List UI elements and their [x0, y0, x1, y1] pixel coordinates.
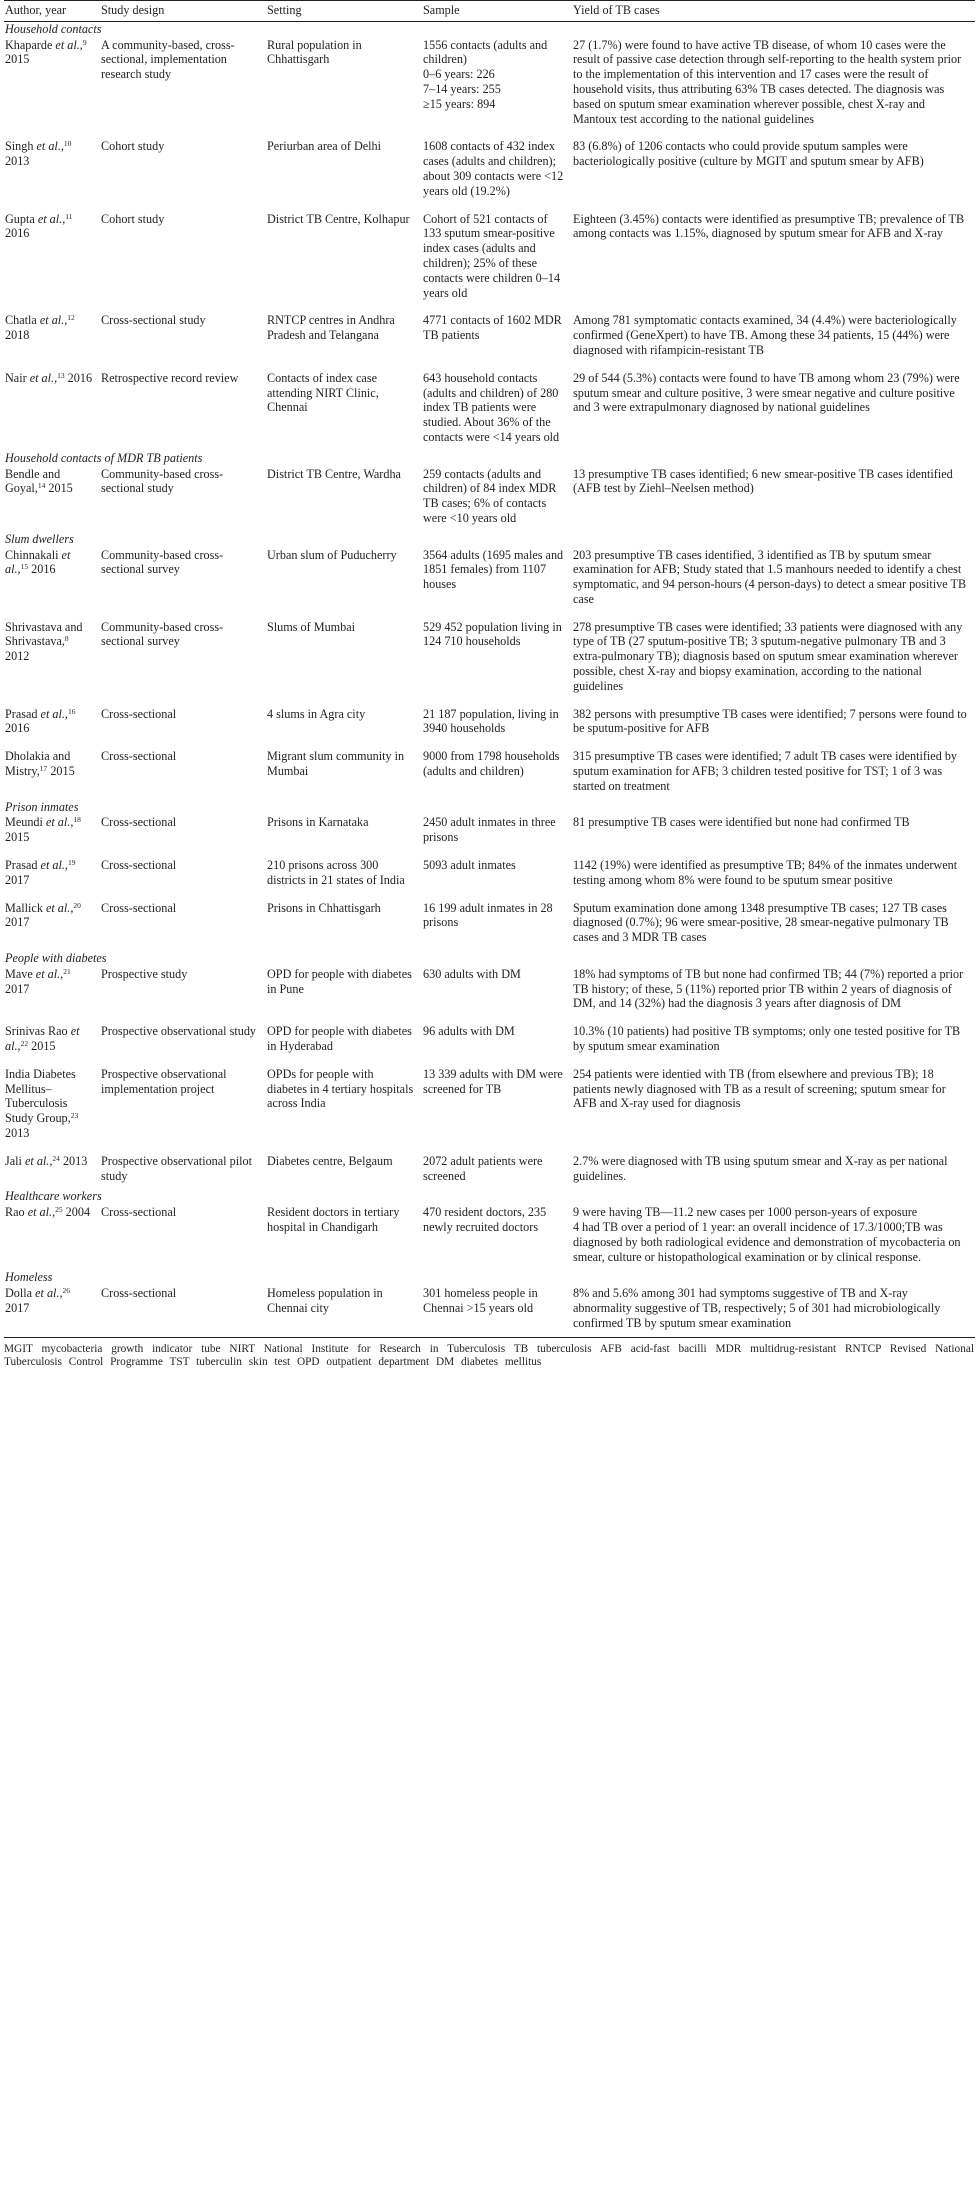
reference-number: 8 [64, 634, 69, 644]
table-body [4, 21, 975, 1337]
publication-year: 2013 [59, 1153, 88, 1168]
reference-number: 22 [20, 1039, 29, 1049]
cell-study-design: Prospective study [101, 966, 188, 981]
reference-number: 21 [63, 966, 71, 976]
cell-author-year [4, 547, 100, 619]
publication-year: 2017 [5, 872, 30, 887]
table-row [4, 312, 975, 369]
table-row [4, 1204, 975, 1270]
cell-author-year [4, 1153, 100, 1190]
cell-sample: 643 household contacts (adults and children) of 280 index TB patients were studied. About 36% of the contacts were <14 years old [423, 370, 560, 444]
publication-year: 2016 [5, 721, 30, 736]
cell-setting: RNTCP centres in Andhra Pradesh and Telangana [267, 313, 395, 343]
column-header-study-design: Study design [100, 1, 266, 22]
cell-sample: 4771 contacts of 1602 MDR TB patients [423, 313, 562, 343]
cell-author-year [4, 748, 100, 799]
author-name: Mave et al., [5, 966, 64, 981]
cell-study-design: Retrospective record review [101, 370, 239, 385]
publication-year: 2017 [5, 915, 30, 930]
cell-setting: Homeless population in Chennai city [266, 1285, 422, 1337]
cell-sample: 13 339 adults with DM were screened for TB [423, 1066, 563, 1096]
table-row [4, 37, 975, 139]
table-row [4, 1066, 975, 1153]
cell-setting: Migrant slum community in Mumbai [267, 749, 405, 779]
cell-author-year [4, 1204, 100, 1270]
reference-number: 9 [82, 37, 87, 47]
cell-author-year [4, 312, 100, 369]
publication-year: 2015 [5, 830, 30, 845]
publication-year: 2017 [5, 981, 30, 996]
reference-number: 20 [73, 900, 81, 910]
author-name: Prasad et al., [5, 858, 68, 873]
author-name: Chatla et al., [5, 313, 68, 328]
cell-author-year [4, 211, 100, 313]
cell-study-design: Cross-sectional study [101, 313, 206, 328]
table-row [4, 900, 975, 951]
table-row [4, 1285, 975, 1337]
section-heading: People with diabetes [5, 951, 107, 966]
cell-author-year [4, 1285, 100, 1337]
cell-setting: Periurban area of Delhi [267, 139, 382, 154]
cell-sample: 9000 from 1798 households (adults and children) [423, 749, 560, 779]
publication-year: 2013 [5, 154, 30, 169]
column-header-sample: Sample [422, 1, 572, 22]
cell-sample: 301 homeless people in Chennai >15 years old [422, 1285, 572, 1337]
cell-sample: 2072 adult patients were screened [423, 1153, 543, 1183]
author-name: Gupta et al., [5, 211, 66, 226]
author-name: Srinivas Rao et al., [5, 1024, 80, 1054]
cell-setting: OPDs for people with diabetes in 4 tertiary hospitals across India [267, 1066, 414, 1111]
cell-study-design: Cross-sectional [101, 858, 177, 873]
reference-number: 26 [62, 1286, 71, 1296]
table-row [4, 966, 975, 1023]
section-heading-row [4, 451, 975, 466]
cell-yield: 203 presumptive TB cases identified, 3 identified as TB by sputum smear examination for AFB; Study stated that 1.5 manhours needed to identify a chest symptomatic, and 94 person-hours (4 person-days) to detect a smear positive TB case [573, 547, 967, 606]
cell-yield: 278 presumptive TB cases were identified; 33 patients were diagnosed with any type of TB (27 sputum-positive TB; 3 sputum-negative pulmonary TB and 3 extra-pulmonary TB); diagnosis based on sputum smear examination wherever possible, chest X-ray and biopsy examination, according to the national guidelines [573, 619, 963, 693]
table-row [4, 857, 975, 900]
studies-table [4, 0, 975, 1338]
section-heading-row [4, 1189, 975, 1204]
cell-yield: 2.7% were diagnosed with TB using sputum smear and X-ray as per national guidelines. [573, 1153, 948, 1183]
cell-sample: 630 adults with DM [423, 966, 521, 981]
publication-year: 2013 [5, 1126, 30, 1140]
cell-study-design: Prospective observational implementation project [101, 1066, 227, 1096]
reference-number: 25 [55, 1205, 63, 1215]
table-row [4, 619, 975, 706]
reference-number: 19 [67, 858, 76, 868]
reference-number: 24 [52, 1153, 60, 1163]
cell-sample: 16 199 adult inmates in 28 prisons [423, 900, 553, 930]
cell-study-design: A community-based, cross-sectional, implementation research study [101, 37, 235, 82]
cell-author-year [4, 900, 100, 951]
table-header [4, 1, 975, 22]
cell-sample: 96 adults with DM [423, 1024, 515, 1039]
cell-setting: OPD for people with diabetes in Hyderabad [267, 1024, 412, 1054]
reference-number: 17 [39, 764, 48, 774]
author-name: Prasad et al., [5, 706, 68, 721]
section-heading-row [4, 800, 975, 815]
publication-year: 2017 [5, 1300, 30, 1315]
cell-setting: OPD for people with diabetes in Pune [267, 966, 412, 996]
author-name: Rao et al., [5, 1205, 56, 1220]
cell-author-year [4, 1023, 100, 1066]
section-heading: Household contacts [5, 21, 102, 36]
cell-setting: Rural population in Chhattisgarh [267, 37, 362, 67]
cell-setting: 4 slums in Agra city [267, 706, 366, 721]
author-name: Singh et al., [5, 139, 64, 154]
author-name: Dholakia and Mistry, [5, 749, 71, 779]
cell-study-design: Cross-sectional [100, 1285, 266, 1337]
publication-year: 2015 [28, 1039, 56, 1054]
author-name: Nair et al., [5, 370, 58, 385]
reference-number: 13 [57, 370, 65, 380]
publication-year: 2012 [5, 649, 30, 664]
cell-study-design: Cross-sectional [101, 900, 177, 915]
cell-study-design: Cross-sectional [101, 815, 177, 830]
cell-setting: Resident doctors in tertiary hospital in Chandigarh [267, 1205, 400, 1234]
table-row [4, 1023, 975, 1066]
cell-study-design: Cross-sectional [101, 1205, 177, 1220]
reference-number: 16 [67, 706, 76, 716]
cell-author-year [4, 370, 100, 451]
section-heading-row [4, 951, 975, 966]
cell-yield: 10.3% (10 patients) had positive TB symptoms; only one tested positive for TB by sputum smear examination [573, 1024, 961, 1054]
publication-year: 2016 [5, 226, 30, 241]
reference-number: 12 [67, 313, 75, 323]
section-heading-row [4, 1270, 975, 1285]
cell-setting: Urban slum of Puducherry [267, 547, 397, 562]
cell-sample: 2450 adult inmates in three prisons [423, 815, 556, 845]
cell-setting: 210 prisons across 300 districts in 21 states of India [267, 858, 405, 887]
cell-yield: 83 (6.8%) of 1206 contacts who could provide sputum samples were bacteriologically positive (culture by MGIT and sputum smear by AFB) [573, 139, 924, 169]
cell-author-year [4, 1066, 100, 1153]
cell-setting: Prisons in Chhattisgarh [267, 900, 381, 915]
cell-sample: 3564 adults (1695 males and 1851 females) from 1107 houses [423, 547, 564, 592]
cell-yield: 18% had symptoms of TB but none had confirmed TB; 44 (7%) reported a prior TB history; of these, 5 (11%) reported prior TB within 2 years of diagnosis of DM, and 14 (32%) had the diagnosis 3 years after diagnosis of DM [573, 966, 964, 1011]
cell-yield: 29 of 544 (5.3%) contacts were found to have TB among whom 23 (79%) were sputum smear and culture positive, 3 were smear negative and culture positive and 3 were extrapulmonary diagnosed by national guidelines [573, 370, 960, 415]
author-name: Khaparde et al., [5, 37, 83, 52]
reference-number: 18 [73, 815, 81, 825]
column-header-author-year: Author, year [4, 1, 100, 22]
reference-number: 23 [70, 1111, 79, 1121]
table-row [4, 547, 975, 619]
table-row [4, 466, 975, 532]
cell-yield: 81 presumptive TB cases were identified but none had confirmed TB [573, 815, 910, 830]
cell-sample: 1556 contacts (adults and children) 0–6 years: 226 7–14 years: 255 ≥15 years: 894 [423, 37, 548, 111]
cell-sample: 1608 contacts of 432 index cases (adults and children); about 309 contacts were <12 years old (19.2%) [423, 139, 564, 198]
cell-author-year [4, 857, 100, 900]
cell-sample: 529 452 population living in 124 710 households [423, 619, 562, 649]
cell-setting: District TB Centre, Wardha [267, 466, 401, 481]
cell-yield: 315 presumptive TB cases were identified; 7 adult TB cases were identified by sputum examination for AFB; 3 children tested positive for TST; 1 of 3 was started on treatment [573, 749, 958, 793]
cell-sample: 470 resident doctors, 235 newly recruited doctors [423, 1205, 547, 1234]
cell-study-design: Prospective observational study [101, 1024, 257, 1039]
author-name: Dolla et al., [5, 1286, 63, 1301]
cell-setting: Diabetes centre, Belgaum [267, 1153, 393, 1168]
cell-study-design: Cohort study [101, 139, 165, 154]
author-name: Meundi et al., [5, 815, 74, 830]
cell-sample: 259 contacts (adults and children) of 84 index MDR TB cases; 6% of contacts were <10 years old [423, 466, 557, 525]
table-row [4, 138, 975, 210]
author-name: Chinnakali et al., [5, 547, 71, 577]
reference-number: 15 [20, 562, 29, 572]
section-heading: Prison inmates [5, 799, 79, 814]
cell-yield: 27 (1.7%) were found to have active TB disease, of whom 10 cases were the result of passive case detection through self-reporting to the health system prior to the implementation of this intervention and 17 cases were the result of household visits, thus attributing 63% TB cases detected. The diagnosis was based on sputum smear examination wherever possible, chest X-ray and Mantoux test according to the national guidelines [573, 37, 962, 126]
cell-author-year [4, 619, 100, 706]
table-row [4, 748, 975, 799]
reference-number: 10 [63, 139, 72, 149]
reference-number: 11 [65, 211, 73, 221]
cell-yield: 13 presumptive TB cases identified; 6 new smear-positive TB cases identified (AFB test by Ziehl–Neelsen method) [573, 466, 953, 496]
section-heading-row [4, 21, 975, 36]
cell-setting: District TB Centre, Kolhapur [267, 211, 410, 226]
table-row [4, 211, 975, 313]
author-name: Bendle and Goyal, [5, 466, 61, 496]
cell-author-year [4, 706, 100, 749]
table-row [4, 706, 975, 749]
author-name: Mallick et al., [5, 900, 74, 915]
cell-setting: Contacts of index case attending NIRT Clinic, Chennai [267, 370, 379, 415]
cell-setting: Slums of Mumbai [267, 619, 356, 634]
cell-sample: 21 187 population, living in 3940 households [423, 706, 559, 736]
cell-author-year [4, 814, 100, 857]
publication-year: 2015 [45, 481, 73, 496]
abbreviations-footnote: MGIT mycobacteria growth indicator tube NIRT National Institute for Research in Tuberculosis TB tuberculosis AFB acid-fast bacilli MDR multidrug-resistant RNTCP Revised National Tuberculosis Control Programme TST tuberculin skin test OPD outpatient department DM diabetes mellitus [4, 1342, 974, 1368]
publication-year: 2015 [5, 52, 30, 67]
reference-number: 14 [37, 481, 46, 491]
publication-year: 2004 [62, 1205, 91, 1220]
cell-author-year [4, 138, 100, 210]
section-heading: Household contacts of MDR TB patients [5, 450, 203, 465]
table-row [4, 1153, 975, 1190]
section-heading: Homeless [5, 1270, 53, 1285]
table-row [4, 814, 975, 857]
section-heading: Healthcare workers [5, 1189, 102, 1204]
cell-study-design: Cross-sectional [101, 706, 177, 721]
cell-yield: 1142 (19%) were identified as presumptive TB; 84% of the inmates underwent testing among whom 8% were found to be sputum smear positive [573, 858, 958, 887]
cell-author-year [4, 37, 100, 139]
column-header-yield: Yield of TB cases [572, 1, 975, 22]
cell-study-design: Community-based cross-sectional survey [101, 619, 224, 649]
cell-yield: 382 persons with presumptive TB cases were identified; 7 persons were found to be sputum-positive for AFB [573, 706, 967, 736]
cell-sample: 5093 adult inmates [423, 858, 516, 873]
cell-study-design: Cohort study [101, 211, 165, 226]
publication-year: 2018 [5, 328, 30, 343]
cell-study-design: Cross-sectional [101, 749, 177, 764]
cell-author-year [4, 966, 100, 1023]
publication-year: 2016 [64, 370, 93, 385]
cell-study-design: Prospective observational pilot study [101, 1153, 252, 1183]
section-heading: Slum dwellers [5, 531, 74, 546]
cell-author-year [4, 466, 100, 532]
cell-yield: 8% and 5.6% among 301 had symptoms suggestive of TB and X-ray abnormality suggestive of TB, respectively; 5 of 301 had microbiologically confirmed TB by sputum smear examination [572, 1285, 975, 1337]
table-row [4, 370, 975, 451]
author-name: Jali et al., [5, 1153, 53, 1168]
cell-sample: Cohort of 521 contacts of 133 sputum smear-positive index cases (adults and children); 25% of these contacts were children 0–14 years old [423, 211, 561, 300]
cell-yield: Among 781 symptomatic contacts examined, 34 (4.4%) were bacteriologically confirmed (GeneXpert) to have TB. Among these 34 patients, 15 (44%) were diagnosed with rifampicin-resistant TB [573, 313, 957, 357]
publication-year: 2015 [47, 764, 75, 779]
cell-setting: Prisons in Karnataka [267, 815, 369, 830]
author-name: India Diabetes Mellitus–Tuberculosis Study Group, [5, 1066, 76, 1126]
cell-study-design: Community-based cross-sectional survey [101, 547, 224, 577]
cell-yield: 254 patients were identied with TB (from elsewhere and previous TB); 18 patients newly diagnosed with TB as a result of screening; sputum smear for AFB and X-ray used for diagnosis [573, 1066, 946, 1111]
publication-year: 2016 [28, 562, 56, 577]
column-header-setting: Setting [266, 1, 422, 22]
section-heading-row [4, 532, 975, 547]
cell-study-design: Community-based cross-sectional study [101, 466, 224, 496]
author-name: Shrivastava and Shrivastava, [5, 619, 83, 649]
cell-yield: Sputum examination done among 1348 presumptive TB cases; 127 TB cases diagnosed (0.7%); 96 were smear-positive, 28 smear-negative pulmonary TB cases and 3 MDR TB cases [573, 900, 949, 945]
cell-yield: Eighteen (3.45%) contacts were identified as presumptive TB; prevalence of TB among contacts was 1.15%, diagnosed by sputum smear for AFB and X-ray [573, 211, 965, 241]
cell-yield: 9 were having TB—11.2 new cases per 1000 person-years of exposure 4 had TB over a period of 1 year: an overall incidence of 17.3/1000;TB was diagnosed by both radiological evidence and demonstration of mycobacteria on smear, culture or histopathological examination or by clinical response. [573, 1205, 961, 1264]
